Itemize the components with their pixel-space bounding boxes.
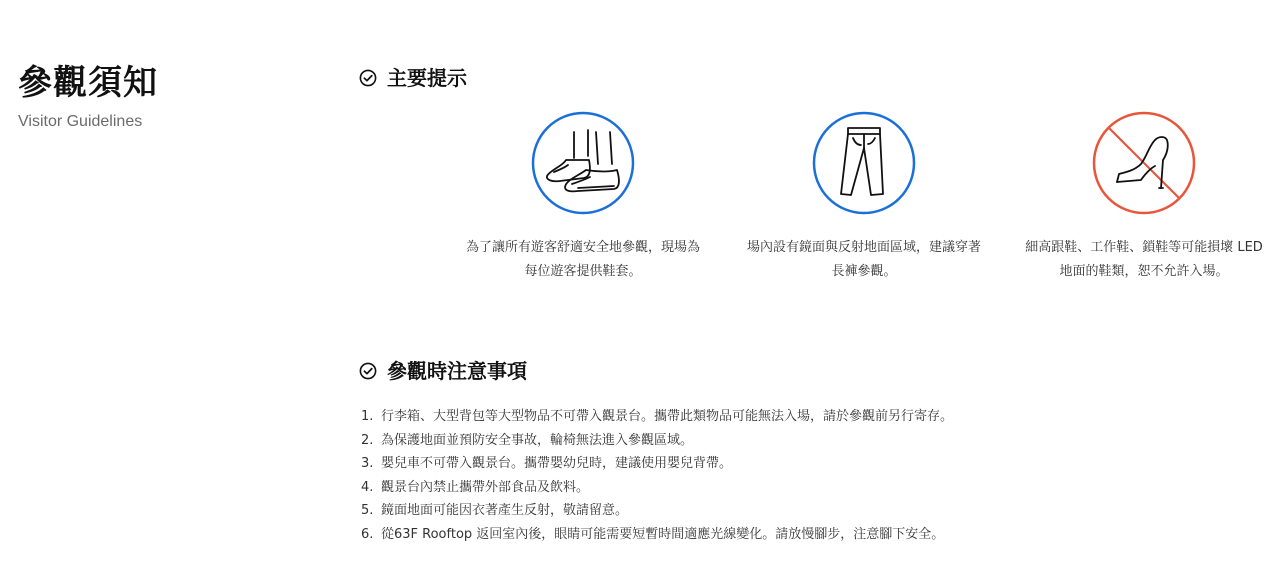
shoe-cover-icon — [530, 110, 636, 216]
tip-no-high-heels-text: 細高跟鞋、工作鞋、鎖鞋等可能損壞 LED 地面的鞋類，恕不允許入場。 — [1025, 240, 1263, 279]
check-circle-icon — [359, 69, 377, 87]
list-item: 2. 為保護地面並預防安全事故，輪椅無法進入參觀區域。 — [361, 432, 694, 448]
tip-no-high-heels — [1024, 110, 1264, 284]
notes-heading-label: 參觀時注意事項 — [387, 359, 527, 383]
long-pants-icon — [811, 110, 917, 216]
list-item: 4. 觀景台內禁止攜帶外部食品及飲料。 — [361, 479, 590, 495]
list-item: 6. 從63F Rooftop 返回室內後，眼睛可能需要短暫時間適應光線變化。請放慢腳步，注意腳下安全。 — [361, 526, 945, 542]
page-subtitle: Visitor Guidelines — [18, 113, 143, 130]
page-title: 參觀須知 — [18, 63, 158, 103]
tip-long-pants-text: 場內設有鏡面與反射地面區域，建議穿著長褲參觀。 — [746, 240, 981, 279]
list-item: 5. 鏡面地面可能因衣著產生反射，敬請留意。 — [361, 503, 629, 518]
main-tips-heading-label: 主要提示 — [387, 66, 467, 90]
list-item: 1. 行李箱、大型背包等大型物品不可帶入觀景台。攜帶此類物品可能無法入場，請於參觀前另行寄存。 — [361, 409, 954, 424]
tip-shoe-covers-text: 為了讓所有遊客舒適安全地參觀，現場為每位遊客提供鞋套。 — [465, 240, 700, 279]
notes-heading — [359, 357, 527, 385]
no-high-heels-icon — [1091, 110, 1197, 216]
notes-list — [361, 405, 953, 546]
tip-shoe-covers — [463, 110, 703, 284]
list-item: 3. 嬰兒車不可帶入觀景台。攜帶嬰幼兒時，建議使用嬰兒背帶。 — [361, 456, 733, 471]
main-tips-heading — [359, 64, 467, 92]
check-circle-icon — [359, 362, 377, 380]
tip-long-pants — [744, 110, 984, 284]
